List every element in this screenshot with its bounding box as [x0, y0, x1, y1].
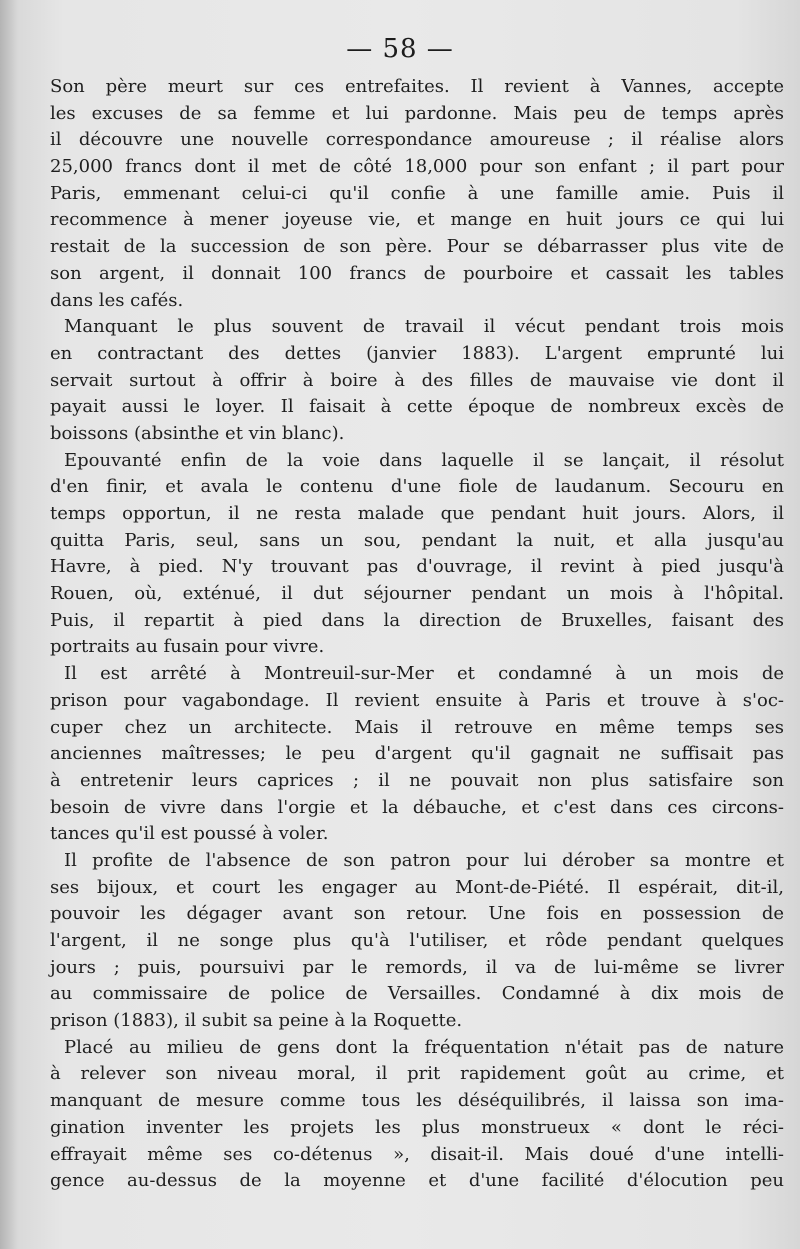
text-line: au commissaire de police de Versailles. Condamné à dix mois de [50, 983, 784, 1005]
text-line: il découvre une nouvelle correspondance amoureuse ; il réalise alors [50, 129, 784, 151]
text-line: les excuses de sa femme et lui pardonne. Mais peu de temps après [50, 102, 784, 124]
text-line: son argent, il donnait 100 francs de pourboire et cassait les tables [50, 262, 784, 284]
paragraph [50, 74, 784, 314]
paragraph [50, 848, 784, 1035]
text-line: Il est arrêté à Montreuil-sur-Mer et condamné à un mois de [64, 663, 784, 685]
paragraph [50, 448, 784, 662]
text-line: gence au-dessus de la moyenne et d'une facilité d'élocution peu [50, 1170, 784, 1192]
text-line: temps opportun, il ne resta malade que pendant huit jours. Alors, il [50, 503, 784, 524]
text-line: boissons (absinthe et vin blanc). [50, 422, 345, 444]
text-line: Puis, il repartit à pied dans la direction de Bruxelles, faisant des [50, 609, 784, 631]
text-line: tances qu'il est poussé à voler. [50, 823, 329, 845]
text-line: Rouen, où, exténué, il dut séjourner pendant un mois à l'hôpital. [50, 583, 784, 605]
text-line: prison pour vagabondage. Il revient ensuite à Paris et trouve à s'oc- [50, 689, 784, 711]
text-line: Son père meurt sur ces entrefaites. Il revient à Vannes, accepte [50, 76, 784, 97]
text-line: ses bijoux, et court les engager au Mont-de-Piété. Il espérait, dit-il, [50, 876, 784, 898]
paragraph [50, 661, 784, 848]
text-line: gination inventer les projets les plus monstrueux « dont le réci- [50, 1116, 784, 1138]
text-line: à relever son niveau moral, il prit rapidement goût au crime, et [50, 1063, 784, 1085]
text-line: servait surtout à offrir à boire à des filles de mauvaise vie dont il [50, 369, 784, 391]
text-line: cuper chez un architecte. Mais il retrouve en même temps ses [50, 716, 784, 738]
text-line: dans les cafés. [50, 289, 184, 311]
text-line: d'en finir, et avala le contenu d'une fiole de laudanum. Secouru en [50, 476, 784, 498]
page-number: — 58 — [346, 34, 454, 64]
text-line: Havre, à pied. N'y trouvant pas d'ouvrage, il revint à pied jusqu'à [50, 556, 784, 578]
text-line: effrayait même ses co-détenus », disait-il. Mais doué d'une intelli- [50, 1143, 784, 1165]
text-line: Manquant le plus souvent de travail il vécut pendant trois mois [64, 316, 784, 338]
text-line: à entretenir leurs caprices ; il ne pouvait non plus satisfaire son [50, 769, 784, 791]
text-line: pouvoir les dégager avant son retour. Une fois en possession de [50, 903, 784, 925]
text-line: Paris, emmenant celui-ci qu'il confie à une famille amie. Puis il [50, 182, 784, 204]
text-line: Placé au milieu de gens dont la fréquentation n'était pas de nature [64, 1036, 784, 1058]
paragraph [50, 1035, 784, 1195]
text-line: manquant de mesure comme tous les déséquilibrés, il laissa son ima- [50, 1090, 784, 1112]
text-line: besoin de vivre dans l'orgie et la débauche, et c'est dans ces circons- [50, 796, 784, 818]
text-line: Il profite de l'absence de son patron pour lui dérober sa montre et [64, 849, 784, 871]
text-line: quitta Paris, seul, sans un sou, pendant la nuit, et alla jusqu'au [50, 529, 784, 551]
body-text [50, 74, 784, 1195]
paragraph [50, 314, 784, 447]
text-line: l'argent, il ne songe plus qu'à l'utiliser, et rôde pendant quelques [50, 930, 784, 951]
text-line: payait aussi le loyer. Il faisait à cette époque de nombreux excès de [50, 396, 784, 418]
text-line: en contractant des dettes (janvier 1883). L'argent emprunté lui [50, 342, 784, 364]
text-line: Epouvanté enfin de la voie dans laquelle il se lançait, il résolut [64, 449, 784, 471]
text-line: portraits au fusain pour vivre. [50, 636, 325, 658]
text-line: recommence à mener joyeuse vie, et mange en huit jours ce qui lui [50, 209, 784, 231]
text-line: anciennes maîtresses; le peu d'argent qu'il gagnait ne suffisait pas [50, 743, 784, 765]
page-edge-shadow [0, 0, 18, 1249]
text-line: jours ; puis, poursuivi par le remords, il va de lui-même se livrer [50, 956, 784, 978]
text-line: prison (1883), il subit sa peine à la Roquette. [50, 1010, 463, 1032]
text-line: restait de la succession de son père. Pour se débarrasser plus vite de [50, 236, 784, 258]
text-line: 25,000 francs dont il met de côté 18,000 pour son enfant ; il part pour [50, 156, 784, 178]
